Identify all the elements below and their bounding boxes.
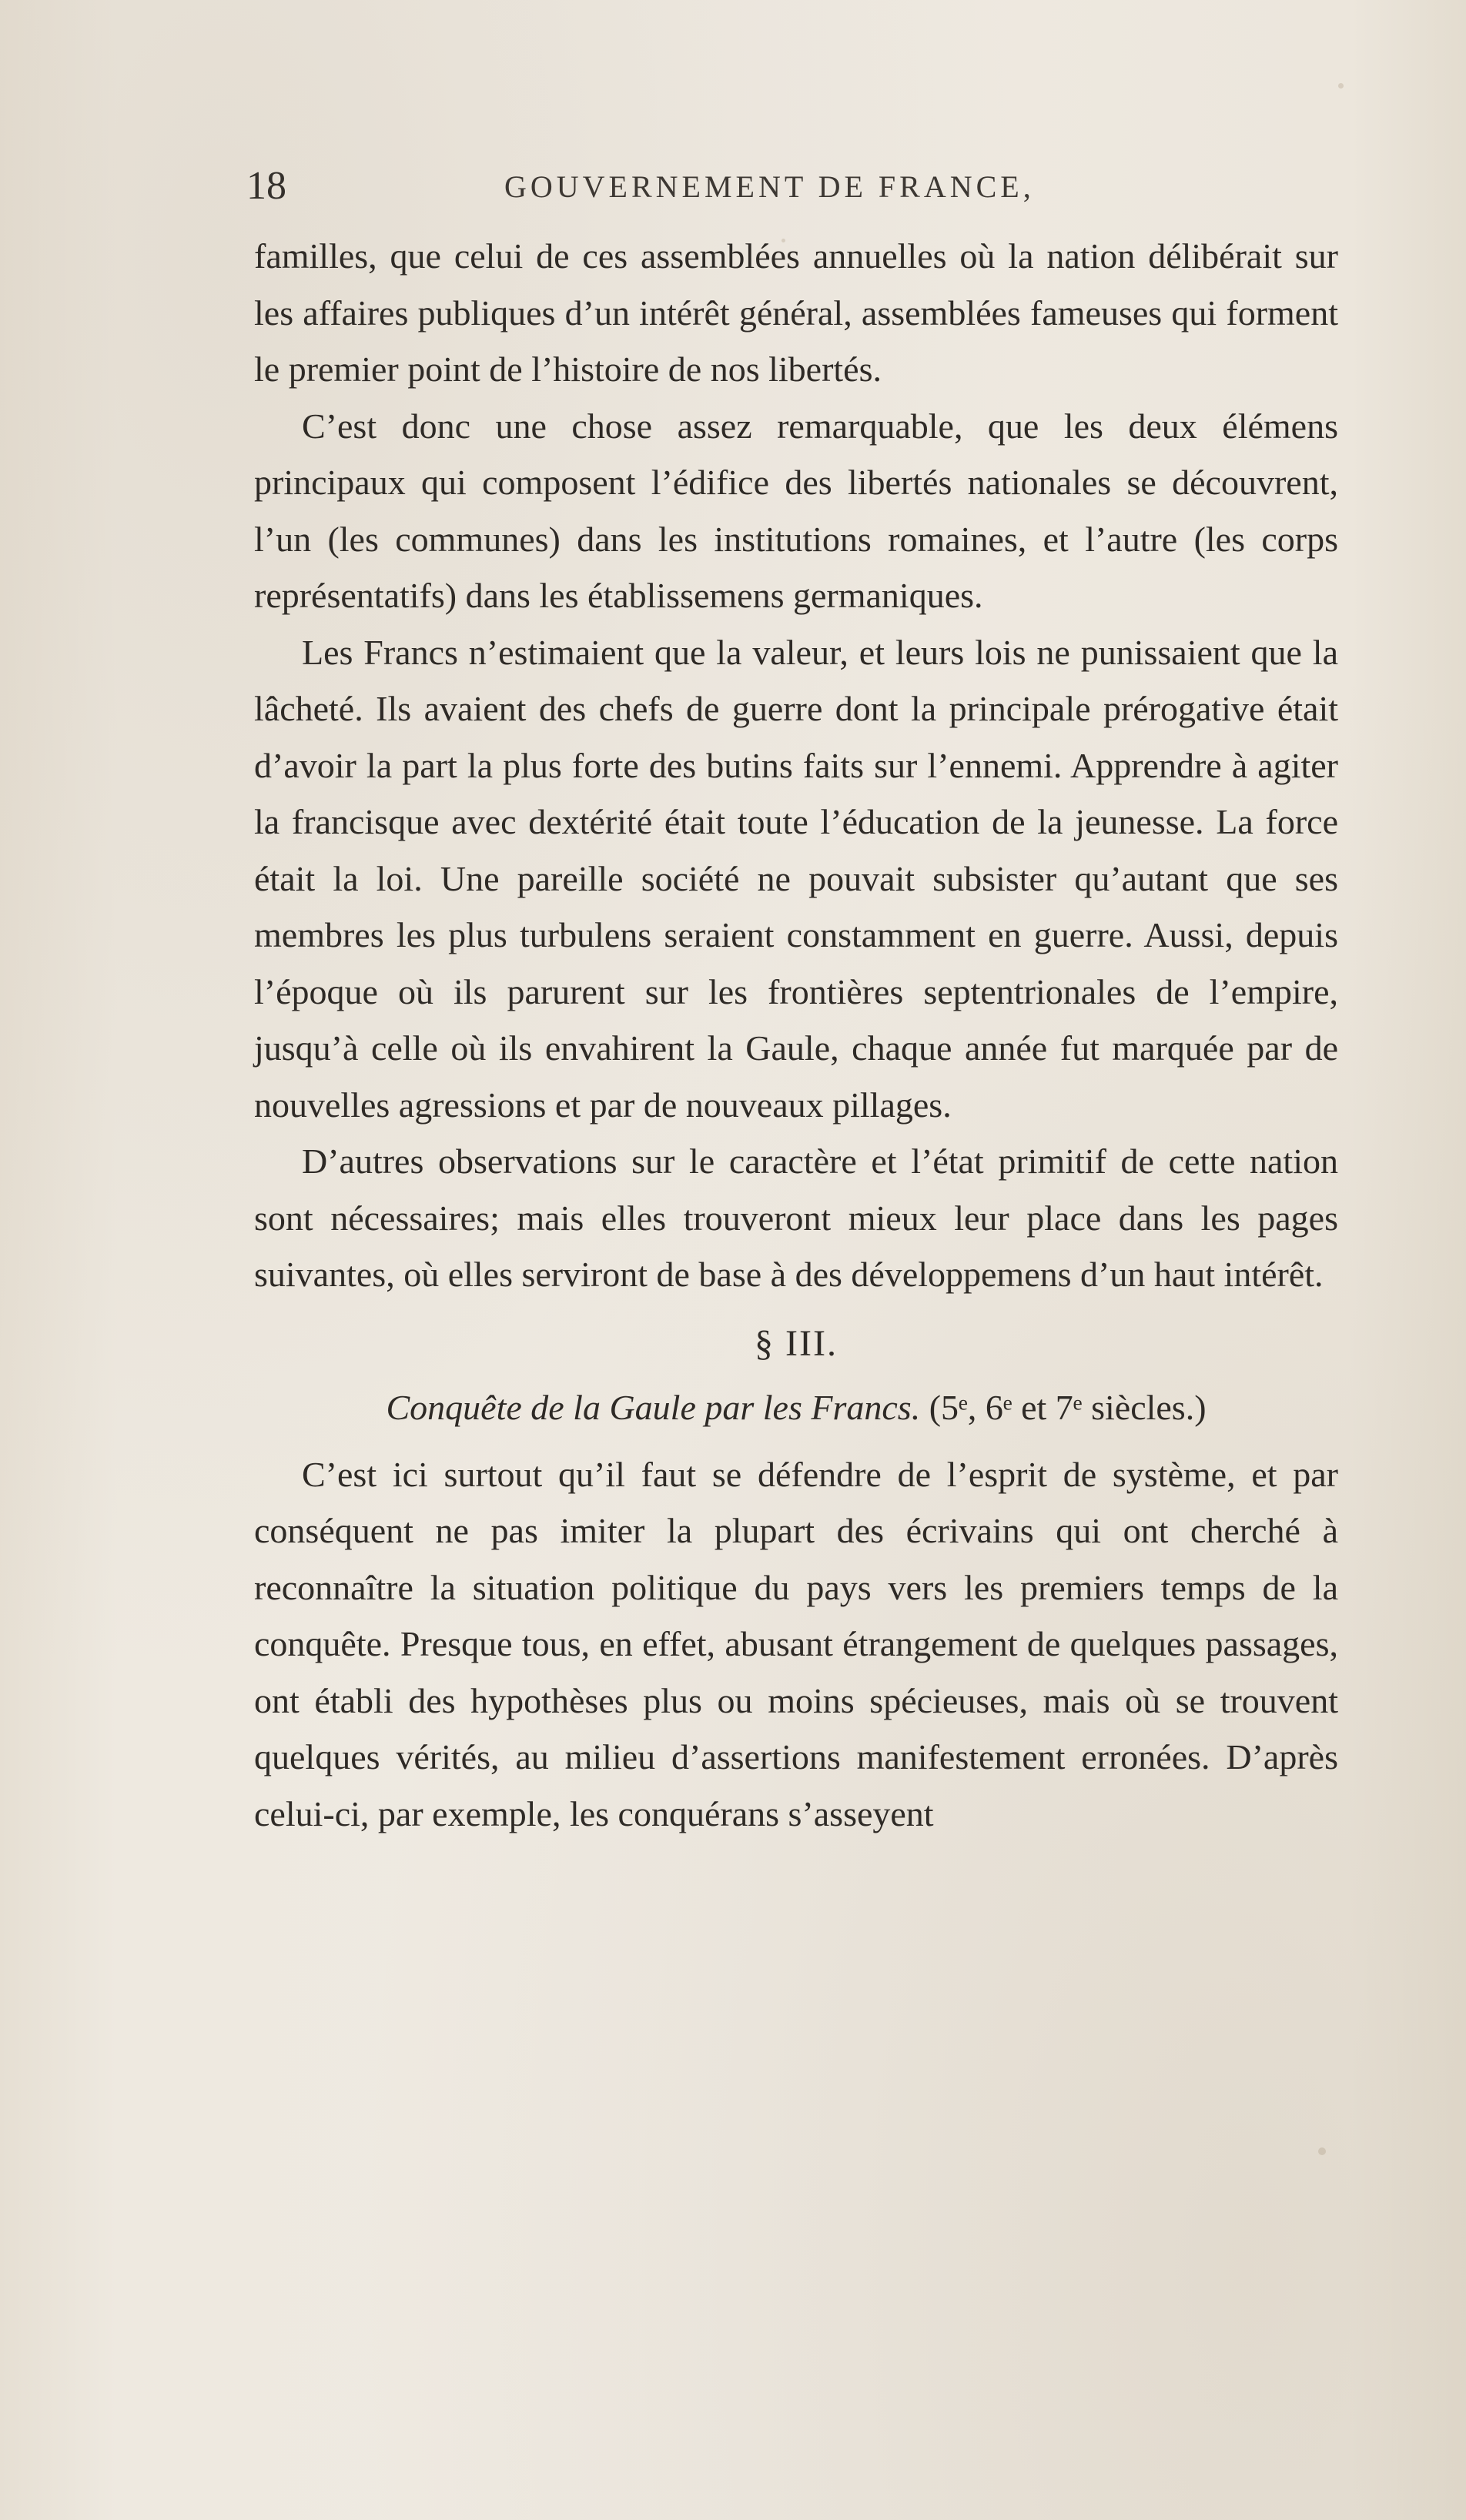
running-title: GOUVERNEMENT DE FRANCE, <box>504 169 1035 204</box>
running-head <box>246 163 1338 209</box>
foxing-spot <box>1318 2147 1326 2155</box>
paragraph-1: familles, que celui de ces assemblées annuelles où la nation délibérait sur les affaires publiques d’un intérêt général, assemblées fameuses qui forment le premier point de l’histoire de nos libertés. <box>254 236 1338 389</box>
section-heading <box>254 1377 1338 1439</box>
text-block <box>254 228 1338 1842</box>
section-paragraph-1: C’est ici surtout qu’il faut se défendre de l’esprit de système, et par conséquent ne pas imiter la plupart des écrivains qui ont cherché à reconnaître la situation politique du pays vers les premiers temps de la conquête. Presque tous, en effet, abusant étrangement de quelques passages, ont établi des hypothèses plus ou moins spécieuses, mais où se trouvent quelques vérités, au milieu d’assertions manifestement erronées. D’après celui-ci, par exemple, les conquérans s’asseyent <box>254 1454 1338 1833</box>
page-number: 18 <box>246 164 286 208</box>
section-heading-dates: (5ᵉ, 6ᵉ et 7ᵉ siècles.) <box>929 1387 1207 1427</box>
foxing-spot <box>1338 83 1344 89</box>
paragraph-2: C’est donc une chose assez remarquable, que les deux élémens principaux qui composent l’édifice des libertés nationales se découvrent, l’un (les communes) dans les institutions romaines, et l’autre (les corps représentatifs) dans les établissemens germaniques. <box>254 406 1338 615</box>
section-heading-title: Conquête de la Gaule par les Francs. <box>386 1387 921 1427</box>
paragraph-4: D’autres observations sur le caractère et l’état primitif de cette nation sont nécessaires; mais elles trouveront mieux leur place dans les pages suivantes, où elles serviront de base à des développemens d’un haut intérêt. <box>254 1141 1338 1294</box>
paragraph-3: Les Francs n’estimaient que la valeur, et leurs lois ne punissaient que la lâcheté. Ils avaient des chefs de guerre dont la principale prérogative était d’avoir la part la plus forte des butins faits sur l’ennemi. Apprendre à agiter la francisque avec dextérité était toute l’éducation de la jeunesse. La force était la loi. Une pareille société ne pouvait subsister qu’autant que ses membres les plus turbulens seraient constamment en guerre. Aussi, depuis l’époque où ils parurent sur les frontières septentrionales de l’empire, jusqu’à celle où ils envahirent la Gaule, chaque année fut marquée par de nouvelles agressions et par de nouveaux pillages. <box>254 632 1338 1125</box>
section-number: § III. <box>755 1322 838 1364</box>
